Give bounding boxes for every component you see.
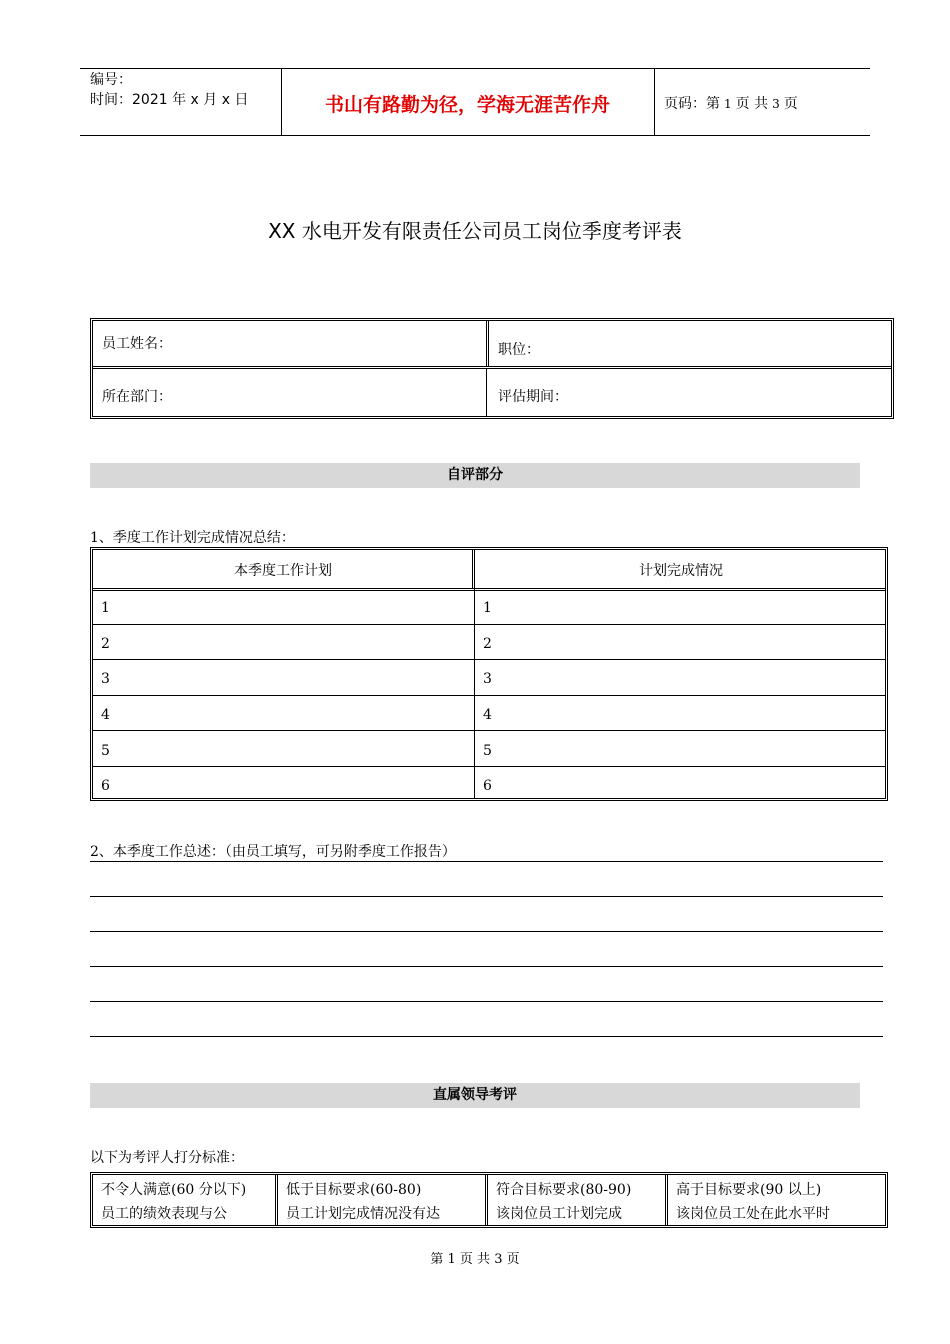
header-bottom-rule — [80, 135, 870, 136]
plan-header-status: 计划完成情况 — [639, 563, 723, 579]
header-page-number — [664, 93, 798, 113]
plan-cell[interactable]: 3 — [101, 671, 110, 687]
q1-label: 1、季度工作计划完成情况总结： — [90, 530, 295, 546]
writing-line[interactable] — [90, 931, 883, 932]
plan-cell[interactable]: 2 — [101, 636, 110, 652]
plan-cell[interactable]: 6 — [101, 778, 110, 794]
criteria-desc: 该岗位员工处在此水平时 — [676, 1206, 830, 1222]
writing-line[interactable] — [90, 896, 883, 897]
criteria-title: 高于目标要求(90 以上) — [676, 1182, 822, 1198]
plan-table — [90, 547, 888, 801]
status-cell[interactable]: 5 — [483, 743, 492, 759]
criteria-desc: 该岗位员工计划完成 — [496, 1206, 622, 1222]
page-mid: 页 共 — [735, 96, 769, 112]
criteria-cell — [676, 1178, 882, 1226]
page-total: 3 — [772, 97, 780, 111]
position-field[interactable]: 职位： — [498, 342, 540, 358]
status-cell[interactable]: 3 — [483, 671, 492, 687]
employee-name-field[interactable]: 员工姓名： — [102, 336, 172, 352]
header-motto: 书山有路勤为径，学海无涯苦作舟 — [324, 94, 610, 116]
criteria-table — [90, 1172, 888, 1228]
criteria-cell — [101, 1178, 273, 1226]
writing-line[interactable] — [90, 1001, 883, 1002]
page-current: 1 — [724, 97, 732, 111]
criteria-desc: 员工计划完成情况没有达 — [286, 1206, 440, 1222]
writing-line[interactable] — [90, 1036, 883, 1037]
header-divider — [654, 68, 655, 135]
plan-cell[interactable]: 1 — [101, 600, 110, 616]
writing-line[interactable] — [90, 966, 883, 967]
criteria-cell — [286, 1178, 482, 1226]
page-suffix: 页 — [783, 96, 798, 112]
status-cell[interactable]: 1 — [483, 600, 492, 616]
doc-number-label: 编号： — [90, 72, 132, 88]
criteria-title: 不令人满意(60 分以下) — [101, 1182, 247, 1198]
time-label: 时间：2021 年 x 月 x 日 — [90, 92, 249, 108]
page-title: XX 水电开发有限责任公司员工岗位季度考评表 — [268, 219, 682, 243]
section-title-self-eval: 自评部分 — [90, 463, 860, 488]
writing-line[interactable] — [90, 861, 883, 862]
eval-period-field[interactable]: 评估期间： — [498, 389, 568, 405]
employee-info-table — [90, 318, 894, 419]
status-cell[interactable]: 6 — [483, 778, 492, 794]
criteria-title: 低于目标要求(60-80) — [286, 1182, 422, 1198]
plan-cell[interactable]: 4 — [101, 707, 110, 723]
header-top-rule — [80, 68, 870, 69]
criteria-cell — [496, 1178, 662, 1226]
criteria-title: 符合目标要求(80-90) — [496, 1182, 632, 1198]
criteria-label: 以下为考评人打分标准： — [90, 1150, 244, 1166]
status-cell[interactable]: 4 — [483, 707, 492, 723]
header-meta — [90, 70, 248, 110]
plan-header-plan: 本季度工作计划 — [234, 563, 332, 579]
section-title-leader-eval: 直属领导考评 — [90, 1083, 860, 1108]
department-field[interactable]: 所在部门： — [102, 389, 172, 405]
page-prefix: 页码：第 — [664, 96, 720, 112]
status-cell[interactable]: 2 — [483, 636, 492, 652]
criteria-desc: 员工的绩效表现与公 — [101, 1206, 227, 1222]
page-footer: 第 1 页 共 3 页 — [430, 1252, 520, 1267]
q2-label: 2、本季度工作总述：（由员工填写，可另附季度工作报告） — [90, 844, 456, 860]
plan-cell[interactable]: 5 — [101, 743, 110, 759]
